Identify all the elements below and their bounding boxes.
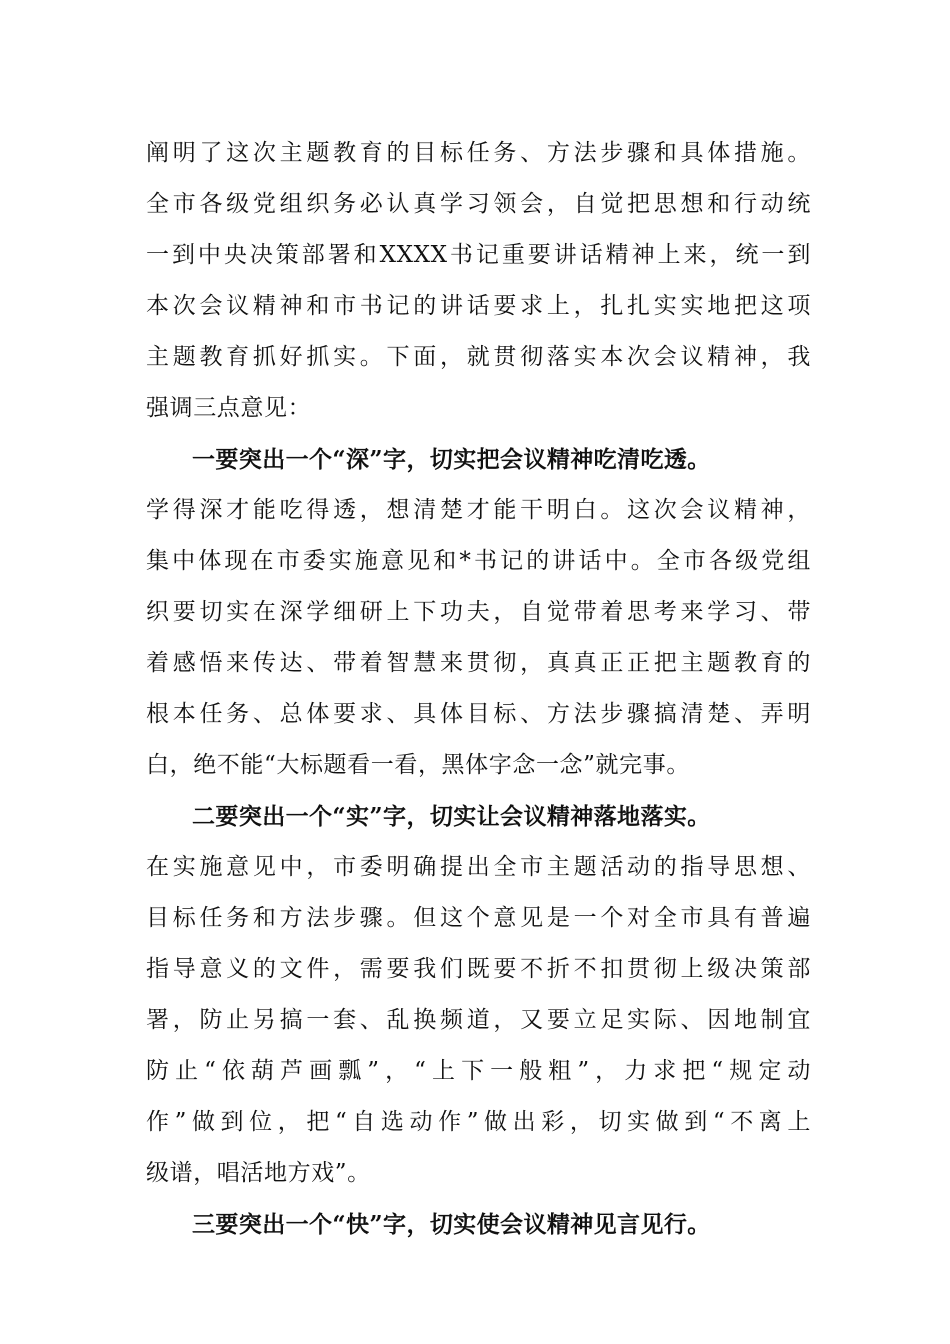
text-line: 防止“依葫芦画瓢”，“上下一般粗”，力求把“规定动 xyxy=(146,1058,811,1084)
document-body xyxy=(146,128,811,1250)
text-line: 阐明了这次主题教育的目标任务、方法步骤和具体措施。 xyxy=(146,140,811,166)
text-line: 织要切实在深学细研上下功夫，自觉带着思考来学习、带 xyxy=(146,599,811,625)
heading-line: 三要突出一个“快”字，切实使会议精神见言见行。 xyxy=(192,1211,711,1238)
section-heading xyxy=(146,1199,811,1250)
text-line: 强调三点意见： xyxy=(146,395,312,421)
body-paragraph xyxy=(146,485,811,791)
text-line: 目标任务和方法步骤。但这个意见是一个对全市具有普遍 xyxy=(146,905,811,931)
text-line: 在实施意见中，市委明确提出全市主题活动的指导思想、 xyxy=(146,854,811,880)
text-line: 白，绝不能“大标题看一看，黑体字念一念”就完事。 xyxy=(146,752,690,778)
text-line: 级谱，唱活地方戏”。 xyxy=(146,1160,371,1186)
text-line: 一到中央决策部署和XXXX书记重要讲话精神上来，统一到 xyxy=(146,242,811,268)
text-line: 学得深才能吃得透，想清楚才能干明白。这次会议精神， xyxy=(146,497,811,523)
text-line: 主题教育抓好抓实。下面，就贯彻落实本次会议精神，我 xyxy=(146,344,811,370)
body-paragraph xyxy=(146,842,811,1199)
heading-line: 二要突出一个“实”字，切实让会议精神落地落实。 xyxy=(192,803,711,830)
text-line: 着感悟来传达、带着智慧来贯彻，真真正正把主题教育的 xyxy=(146,650,811,676)
section-heading xyxy=(146,791,811,842)
text-line: 署，防止另搞一套、乱换频道，又要立足实际、因地制宜 xyxy=(146,1007,811,1033)
text-line: 根本任务、总体要求、具体目标、方法步骤搞清楚、弄明 xyxy=(146,701,811,727)
heading-line: 一要突出一个“深”字，切实把会议精神吃清吃透。 xyxy=(192,446,711,473)
text-line: 指导意义的文件，需要我们既要不折不扣贯彻上级决策部 xyxy=(146,956,811,982)
section-heading xyxy=(146,434,811,485)
text-line: 全市各级党组织务必认真学习领会，自觉把思想和行动统 xyxy=(146,191,811,217)
text-line: 作”做到位，把“自选动作”做出彩，切实做到“不离上 xyxy=(146,1109,811,1135)
text-line: 集中体现在市委实施意见和*书记的讲话中。全市各级党组 xyxy=(146,548,811,574)
body-paragraph xyxy=(146,128,811,434)
text-line: 本次会议精神和市书记的讲话要求上，扎扎实实地把这项 xyxy=(146,293,811,319)
